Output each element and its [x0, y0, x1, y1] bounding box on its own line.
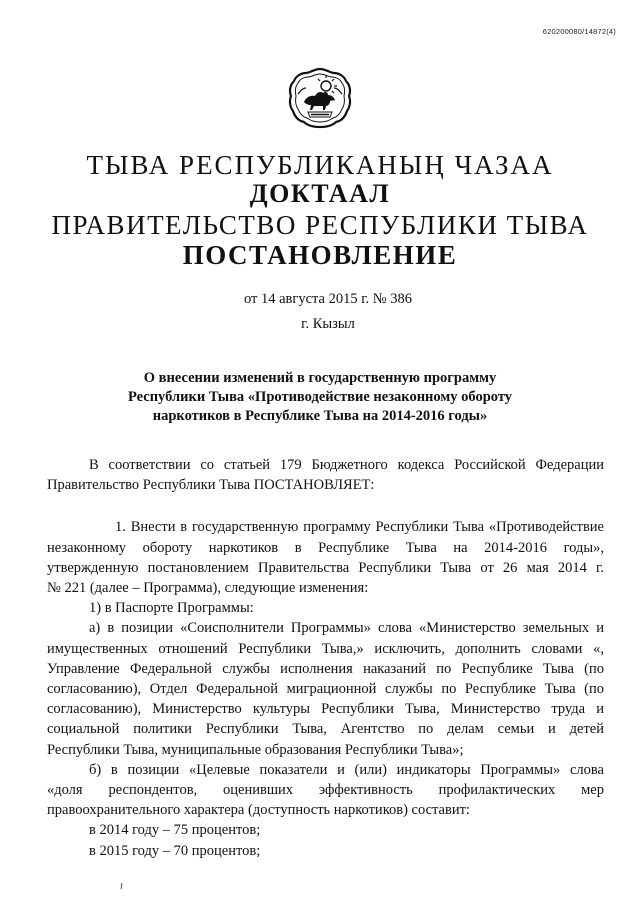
- body-line: 1. Внести в государственную программу Республики Тыва «Противодействие: [115, 519, 604, 536]
- decree-title: [0, 369, 640, 426]
- body-line: в 2014 году – 75 процентов;: [89, 822, 261, 839]
- body-line: незаконному обороту наркотиков в Республике Тыва на 2014-2016 годы»,: [47, 539, 604, 556]
- body-line: согласованию), Министерство культуры Республики Тыва, Министерство труда и: [47, 701, 604, 718]
- body-line: В соответствии со статьей 179 Бюджетного кодекса Российской Федерации: [89, 457, 604, 473]
- title-line: О внесении изменений в государственную программу: [143, 370, 497, 386]
- body-line: имущественных отношений Республики Тыва,» исключить, дополнить словами «,: [47, 640, 604, 657]
- body-line: Управление Федеральной службы исполнения наказаний по Республике Тыва (по: [47, 660, 604, 677]
- body-line: № 221 (далее – Программа), следующие изменения:: [47, 580, 369, 597]
- decree-body: [47, 455, 604, 861]
- body-line: 1) в Паспорте Программы:: [89, 600, 254, 617]
- body-line: б) в позиции «Целевые показатели и (или) индикаторы Программы» слова: [89, 761, 604, 778]
- russian-decree-heading: ПОСТАНОВЛЕНИЕ: [182, 240, 458, 270]
- tyva-government-heading: ТЫВА РЕСПУБЛИКАНЫҢ ЧАЗАА: [86, 150, 554, 180]
- body-line: утвержденную постановлением Правительства Республики Тыва от 26 мая 2014 г.: [47, 559, 604, 576]
- decree-date: от 14 августа 2015 г. № 386: [243, 291, 413, 307]
- tyva-coat-of-arms-emblem: [286, 66, 354, 130]
- body-line: в 2015 году – 70 процентов;: [89, 842, 261, 859]
- body-line: правоохранительного характера (доступность наркотиков) составит:: [47, 802, 470, 819]
- body-line: «доля респондентов, оценивших эффективность профилактических мер: [47, 782, 604, 799]
- scan-mark: [120, 883, 123, 889]
- russian-government-heading: ПРАВИТЕЛЬСТВО РЕСПУБЛИКИ ТЫВА: [51, 210, 589, 240]
- body-line: социальной политики Республики Тыва, Агентство по делам семьи и детей: [47, 721, 604, 738]
- body-line: а) в позиции «Соисполнители Программы» слова «Министерство земельных и: [89, 620, 604, 637]
- body-line: согласованию), Отдел Федеральной миграционной службы по Республике Тыва (по: [47, 681, 604, 698]
- document-id: 620200080/14872(4): [542, 27, 616, 36]
- body-line: Правительство Республики Тыва ПОСТАНОВЛЯЕТ:: [47, 477, 375, 494]
- title-line: Республики Тыва «Противодействие незаконному обороту: [127, 389, 513, 405]
- decree-city: г. Кызыл: [301, 316, 355, 332]
- body-line: Республики Тыва, муниципальные образования Республики Тыва»;: [47, 741, 464, 758]
- tyva-decree-heading: ДОКТААЛ: [249, 179, 391, 208]
- title-line: наркотиков в Республике Тыва на 2014-2016 годы»: [152, 408, 488, 424]
